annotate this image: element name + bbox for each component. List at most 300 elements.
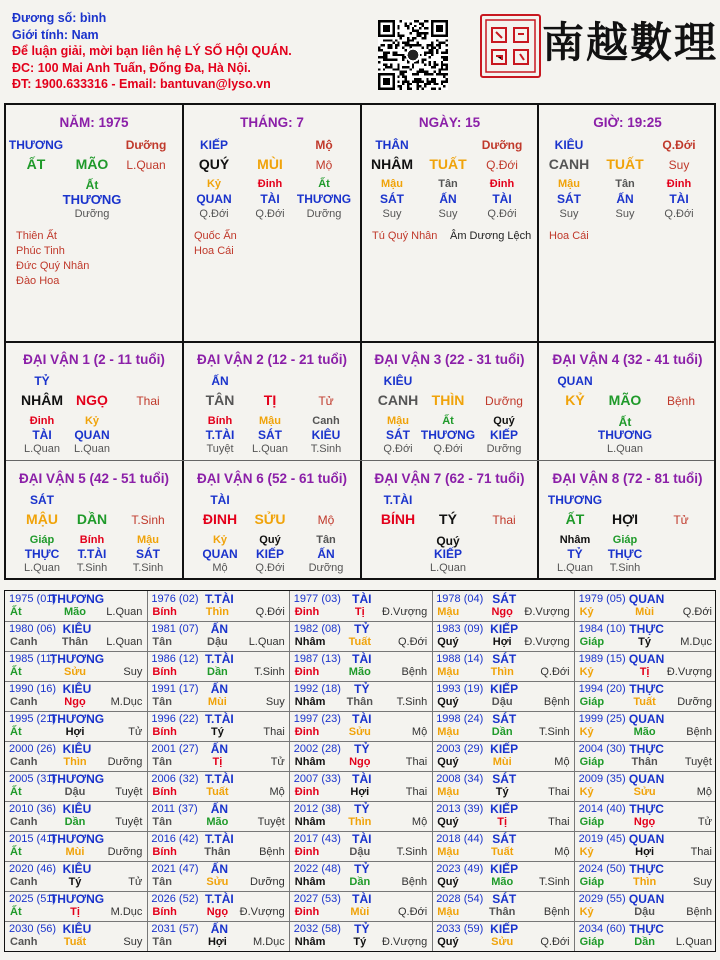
year-stem: Ất <box>10 906 22 918</box>
year-label: 1994 (20) <box>578 683 626 695</box>
year-cell <box>5 831 147 861</box>
pillar-top-label: THƯƠNG <box>8 138 64 152</box>
hidden-stem: Mậu <box>387 415 409 427</box>
year-branch: Tị <box>354 606 365 618</box>
hidden-stage: L.Quan <box>73 443 111 455</box>
dai-van-stage: Thai <box>492 513 516 527</box>
year-god: TÀI <box>352 832 372 846</box>
year-cell <box>5 801 147 831</box>
special-star: Đức Quý Nhân <box>16 260 90 272</box>
year-branch: Tuất <box>490 846 514 858</box>
dai-van-stem: BÍNH <box>380 511 416 527</box>
hidden-stage: L.Quan <box>23 443 61 455</box>
dai-van-cell <box>6 343 182 460</box>
year-stem: Bính <box>152 726 177 738</box>
year-god: KIÊU <box>62 682 92 696</box>
year-stage: Thai <box>548 786 570 798</box>
year-stage: Đ.Vượng <box>524 636 570 648</box>
year-branch: Mùi <box>65 846 85 858</box>
year-stem: Mậu <box>437 846 460 858</box>
year-branch: Tý <box>353 936 367 948</box>
year-cell <box>432 921 574 951</box>
year-label: 1982 (08) <box>293 623 341 635</box>
year-god: ẤN <box>210 922 229 936</box>
year-branch: Sửu <box>491 936 514 948</box>
hidden-stem: Tân <box>316 534 336 546</box>
year-stem: Kỷ <box>579 846 594 858</box>
year-branch: Thân <box>489 906 516 918</box>
year-stem: Canh <box>10 876 38 888</box>
header-line: ĐC: 100 Mai Anh Tuấn, Đống Đa, Hà Nội. <box>12 60 251 75</box>
year-stem: Canh <box>10 636 38 648</box>
hidden-stage: Dưỡng <box>486 443 522 455</box>
year-stem: Nhâm <box>294 936 326 948</box>
brand-logo-text: 南越數理 <box>542 18 719 67</box>
year-stem: Tân <box>152 936 172 948</box>
year-branch: Mão <box>64 606 86 618</box>
pillar-cell <box>539 105 716 341</box>
year-stage: Q.Đới <box>397 906 428 918</box>
hidden-stage: Suy <box>559 208 579 220</box>
hidden-stem: Ất <box>618 415 632 429</box>
year-branch: Tị <box>70 906 80 918</box>
dai-van-god: TÀI <box>210 493 230 507</box>
hidden-god: THƯƠNG <box>597 428 653 442</box>
hidden-god: ẤN <box>616 192 634 206</box>
dai-van-stem: NHÂM <box>21 392 63 408</box>
year-god: ẤN <box>210 682 229 696</box>
year-stage: T.Sinh <box>539 726 570 738</box>
hidden-stem: Canh <box>312 415 340 427</box>
year-cell <box>5 621 147 651</box>
year-god: TỶ <box>354 802 370 816</box>
year-branch: Mùi <box>207 696 227 708</box>
year-stage: Mộ <box>411 726 428 738</box>
hidden-god: KIẾP <box>433 547 463 561</box>
pillar-stem-branch: Suy <box>668 158 690 172</box>
year-god: TỶ <box>354 862 370 876</box>
dai-van-god: KIÊU <box>383 374 413 388</box>
dai-van-god: THƯƠNG <box>547 493 603 507</box>
pillar-title: NĂM: 1975 <box>59 115 129 130</box>
hidden-stage: Suy <box>438 208 458 220</box>
dai-van-god: QUAN <box>557 374 593 388</box>
year-god: THỰC <box>629 802 664 816</box>
dai-van-cell <box>362 462 537 580</box>
year-god: TÀI <box>352 592 372 606</box>
year-label: 2029 (55) <box>578 893 626 905</box>
year-god: THƯƠNG <box>49 892 105 906</box>
year-label: 2030 (56) <box>9 923 57 935</box>
year-cell <box>147 861 289 891</box>
hidden-stage: Q.Đới <box>487 208 517 220</box>
year-stem: Kỷ <box>579 666 594 678</box>
dai-van-cell <box>184 462 360 580</box>
year-god: KIẾP <box>490 682 519 696</box>
year-label: 1976 (02) <box>151 593 199 605</box>
year-stem: Đinh <box>294 666 320 678</box>
year-stage: Mộ <box>696 786 712 798</box>
year-cell <box>575 801 717 831</box>
year-god: THƯƠNG <box>49 592 105 606</box>
year-stem: Tân <box>152 636 172 648</box>
year-cell <box>147 651 289 681</box>
year-cell <box>290 891 432 921</box>
dai-van-stage: Mộ <box>317 513 335 527</box>
year-label: 2023 (49) <box>436 863 484 875</box>
year-label: 2025 (51) <box>9 893 57 905</box>
year-god: KIÊU <box>62 802 92 816</box>
pillar-stem-branch: CANH <box>548 156 590 172</box>
year-cell <box>147 741 289 771</box>
year-stage: Suy <box>693 876 712 888</box>
hidden-god: THƯƠNG <box>296 192 352 206</box>
year-stage: Tuyệt <box>257 816 285 828</box>
year-label: 2034 (60) <box>578 923 626 935</box>
pillar-top-label: KIÊU <box>554 138 584 152</box>
year-god: SÁT <box>492 832 517 846</box>
year-branch: Dậu <box>349 846 371 858</box>
header-line: Đương số: bình <box>12 11 107 25</box>
year-god: THƯƠNG <box>49 652 105 666</box>
year-stem: Bính <box>152 906 177 918</box>
year-stage: Thai <box>405 756 428 768</box>
year-cell <box>432 831 574 861</box>
year-label: 1986 (12) <box>151 653 199 665</box>
hidden-stem: Ất <box>318 178 330 190</box>
year-stage: T.Sinh <box>396 846 428 858</box>
year-branch: Hợi <box>207 936 227 948</box>
year-label: 1987 (13) <box>293 653 341 665</box>
qr-code[interactable] <box>378 20 448 90</box>
year-god: ẤN <box>210 862 229 876</box>
year-god: KIẾP <box>490 742 519 756</box>
year-cell <box>5 651 147 681</box>
pillar-stem-branch: Q.Đới <box>486 158 518 172</box>
year-label: 2026 (52) <box>151 893 199 905</box>
year-stem: Canh <box>10 936 38 948</box>
year-cell <box>575 741 717 771</box>
dai-van-stem: TÂN <box>205 392 235 408</box>
year-stage: Bệnh <box>259 846 285 858</box>
dai-van-title: ĐẠI VẬN 8 (72 - 81 tuổi) <box>552 471 703 486</box>
hidden-god: KIÊU <box>311 428 341 442</box>
year-cell <box>290 711 432 741</box>
year-branch: Sửu <box>348 726 371 738</box>
year-stage: Mộ <box>554 756 570 768</box>
year-stage: M.Dục <box>110 906 143 918</box>
pillar-cell <box>184 105 360 341</box>
hidden-stem: Bính <box>79 534 105 546</box>
hidden-stem: Mậu <box>558 178 580 190</box>
year-branch: Ngọ <box>633 816 656 828</box>
year-label: 1989 (15) <box>578 653 626 665</box>
year-branch: Dậu <box>634 906 655 918</box>
year-label: 1978 (04) <box>436 593 484 605</box>
pillar-stem-branch: ẤT <box>26 156 46 172</box>
year-stage: M.Dục <box>110 696 143 708</box>
dai-van-god: T.TÀI <box>383 493 413 507</box>
hidden-god: QUAN <box>196 192 232 206</box>
year-stem: Quý <box>437 816 459 828</box>
year-cell <box>432 621 574 651</box>
year-stem: Mậu <box>437 666 460 678</box>
dai-van-stage: Tử <box>318 394 334 408</box>
year-god: TỶ <box>354 742 370 756</box>
year-branch: Thân <box>346 696 373 708</box>
dai-van-branch: TÝ <box>439 511 457 527</box>
year-stem: Tân <box>152 756 172 768</box>
dai-van-stem: CANH <box>377 392 419 408</box>
year-stage: L.Quan <box>106 606 143 618</box>
year-label: 1979 (05) <box>578 593 626 605</box>
seal-stamp <box>480 14 541 78</box>
year-stem: Quý <box>437 696 459 708</box>
year-stage: Mộ <box>554 846 570 858</box>
year-branch: Ngọ <box>206 906 229 918</box>
year-cell <box>575 651 717 681</box>
year-stem: Đinh <box>294 606 320 618</box>
year-god: QUAN <box>628 592 665 606</box>
year-god: SÁT <box>492 592 517 606</box>
year-god: KIÊU <box>62 622 92 636</box>
year-stem: Kỷ <box>579 726 594 738</box>
year-branch: Tuất <box>206 786 229 798</box>
year-stage: Đ.Vượng <box>382 606 428 618</box>
year-stage: Đ.Vượng <box>524 606 570 618</box>
pillar-stem-branch: MÙI <box>257 156 283 172</box>
dai-van-title: ĐẠI VẬN 3 (22 - 31 tuổi) <box>374 352 525 367</box>
year-branch: Thân <box>204 846 231 858</box>
year-label: 2011 (37) <box>151 803 198 815</box>
year-stem: Bính <box>152 666 177 678</box>
year-stem: Mậu <box>437 606 460 618</box>
year-cell <box>432 741 574 771</box>
year-label: 2016 (42) <box>151 833 199 845</box>
pillar-stem-branch: TUẤT <box>606 156 644 172</box>
year-branch: Ngọ <box>64 696 86 708</box>
year-branch: Thân <box>61 636 89 648</box>
pillar-stem-branch: QUÝ <box>198 156 230 172</box>
annual-luck-table <box>4 590 716 952</box>
special-star: Âm Dương Lệch <box>450 230 532 242</box>
year-stem: Bính <box>152 786 177 798</box>
year-stage: Bệnh <box>401 876 428 888</box>
dai-van-title: ĐẠI VẬN 7 (62 - 71 tuổi) <box>374 471 525 486</box>
year-label: 1980 (06) <box>9 623 57 635</box>
year-cell <box>147 771 289 801</box>
year-god: SÁT <box>492 652 517 666</box>
dai-van-stage: Bệnh <box>666 394 696 408</box>
year-god: KIẾP <box>490 802 519 816</box>
year-label: 1995 (21) <box>9 713 57 725</box>
hidden-stage: T.Sinh <box>310 443 342 455</box>
year-cell <box>5 591 147 621</box>
dai-van-branch: DẦN <box>76 511 108 527</box>
year-label: 2010 (36) <box>9 803 57 815</box>
hidden-god: THỰC <box>24 547 60 561</box>
special-star: Phúc Tinh <box>16 245 65 257</box>
year-label: 2001 (27) <box>151 743 199 755</box>
hidden-stage: Q.Đới <box>664 208 694 220</box>
hidden-god: T.TÀI <box>77 547 107 561</box>
year-cell <box>5 861 147 891</box>
year-god: TÀI <box>352 892 372 906</box>
year-cell <box>290 831 432 861</box>
year-stem: Giáp <box>579 696 605 708</box>
hidden-god: SÁT <box>380 192 404 206</box>
year-branch: Thìn <box>632 876 657 888</box>
year-god: THỰC <box>629 682 664 696</box>
year-stage: Tuyệt <box>684 756 712 768</box>
year-label: 1988 (14) <box>436 653 484 665</box>
year-god: KIÊU <box>62 742 92 756</box>
dai-van-cell <box>184 343 360 460</box>
year-stage: M.Dục <box>253 936 285 948</box>
year-god: KIẾP <box>490 862 519 876</box>
year-stage: Dưỡng <box>107 756 143 768</box>
year-stem: Quý <box>437 876 459 888</box>
hidden-god: SÁT <box>557 192 581 206</box>
hidden-stem: Kỷ <box>212 534 228 546</box>
hidden-stage: Dưỡng <box>306 208 342 220</box>
year-god: THƯƠNG <box>49 832 105 846</box>
hidden-god: ẤN <box>317 547 335 561</box>
year-cell <box>5 741 147 771</box>
year-label: 2015 (41) <box>9 833 57 845</box>
year-branch: Dần <box>207 666 228 678</box>
year-stem: Đinh <box>294 786 320 798</box>
year-cell <box>575 831 717 861</box>
year-god: QUAN <box>628 652 665 666</box>
year-cell <box>432 861 574 891</box>
year-stage: Tử <box>270 756 285 768</box>
year-label: 2008 (34) <box>436 773 484 785</box>
year-branch: Mão <box>348 666 371 678</box>
hidden-stem: Tân <box>615 178 635 190</box>
year-branch: Tuất <box>348 636 371 648</box>
year-god: THƯƠNG <box>49 712 105 726</box>
dai-van-branch: TỊ <box>263 392 277 408</box>
year-god: T.TÀI <box>205 772 234 786</box>
year-label: 1996 (22) <box>151 713 199 725</box>
year-stem: Mậu <box>437 726 460 738</box>
dai-van-stage: Tử <box>673 513 689 527</box>
year-stage: Suy <box>123 936 143 948</box>
year-stem: Giáp <box>579 816 605 828</box>
year-cell <box>147 801 289 831</box>
year-stem: Giáp <box>579 756 605 768</box>
hidden-god: TÀI <box>32 428 52 442</box>
year-cell <box>432 711 574 741</box>
year-branch: Tý <box>68 876 82 888</box>
year-cell <box>147 621 289 651</box>
year-branch: Mão <box>491 876 514 888</box>
year-stage: M.Dục <box>680 636 712 648</box>
year-stem: Nhâm <box>294 636 326 648</box>
year-stage: Tử <box>128 876 143 888</box>
year-label: 2032 (58) <box>293 923 341 935</box>
year-stage: Mộ <box>269 786 285 798</box>
year-god: SÁT <box>492 712 517 726</box>
year-stage: Tuyệt <box>115 786 143 798</box>
dai-van-stage: T.Sinh <box>131 513 165 527</box>
year-cell <box>432 891 574 921</box>
year-label: 1992 (18) <box>293 683 341 695</box>
year-stem: Ất <box>10 726 22 738</box>
hidden-god: KIẾP <box>255 547 285 561</box>
year-stage: Tử <box>128 726 143 738</box>
year-cell <box>575 921 717 951</box>
pillar-cell <box>362 105 537 341</box>
year-stage: Bệnh <box>401 666 428 678</box>
year-stage: Tuyệt <box>115 816 143 828</box>
year-cell <box>290 921 432 951</box>
pillar-title: GIỜ: 19:25 <box>593 115 662 130</box>
year-label: 1975 (01) <box>9 593 57 605</box>
year-branch: Dậu <box>207 636 228 648</box>
pillar-grid <box>4 103 716 580</box>
year-cell <box>5 711 147 741</box>
year-stage: T.Sinh <box>396 696 428 708</box>
year-branch: Dần <box>634 936 655 948</box>
dai-van-cell <box>6 462 182 580</box>
year-stem: Tân <box>152 816 172 828</box>
pillar-top-label: Dưỡng <box>481 138 523 152</box>
year-label: 2020 (46) <box>9 863 57 875</box>
pillar-top-label: Mộ <box>315 138 333 152</box>
year-branch: Dậu <box>64 786 86 798</box>
year-god: T.TÀI <box>205 832 234 846</box>
year-branch: Tý <box>210 726 224 738</box>
year-cell <box>575 711 717 741</box>
hidden-stage: Dưỡng <box>308 562 344 574</box>
year-branch: Sửu <box>633 786 656 798</box>
year-label: 2021 (47) <box>151 863 199 875</box>
year-label: 1984 (10) <box>578 623 626 635</box>
hidden-stem: Ất <box>85 178 99 192</box>
hidden-stage: Dưỡng <box>74 208 110 220</box>
year-stem: Kỷ <box>579 606 594 618</box>
year-cell <box>5 891 147 921</box>
hidden-stage: Q.Đới <box>433 443 463 455</box>
pillar-title: NGÀY: 15 <box>418 115 481 130</box>
dai-van-stem: MẬU <box>26 511 58 527</box>
year-god: T.TÀI <box>205 652 234 666</box>
header-info <box>12 10 382 93</box>
year-stem: Quý <box>437 756 459 768</box>
year-cell <box>290 591 432 621</box>
year-stem: Quý <box>437 636 459 648</box>
year-branch: Tý <box>638 636 652 648</box>
hidden-stem: Mậu <box>259 415 281 427</box>
year-branch: Sửu <box>206 876 229 888</box>
year-label: 2033 (59) <box>436 923 484 935</box>
header-line: Để luận giải, mời bạn liên hệ LÝ SỐ HỘI QUÁN. <box>12 44 292 59</box>
year-stem: Giáp <box>579 636 605 648</box>
hidden-stage: Suy <box>382 208 402 220</box>
year-label: 2031 (57) <box>151 923 199 935</box>
pillar-top-label: THÂN <box>375 138 409 152</box>
hidden-stem: Nhâm <box>559 534 591 546</box>
year-god: ẤN <box>210 802 229 816</box>
hidden-stem: Giáp <box>29 534 55 546</box>
year-branch: Thìn <box>348 816 372 828</box>
year-god: THỰC <box>629 862 664 876</box>
year-god: SÁT <box>492 892 517 906</box>
year-branch: Thìn <box>490 666 514 678</box>
year-stem: Canh <box>10 696 38 708</box>
